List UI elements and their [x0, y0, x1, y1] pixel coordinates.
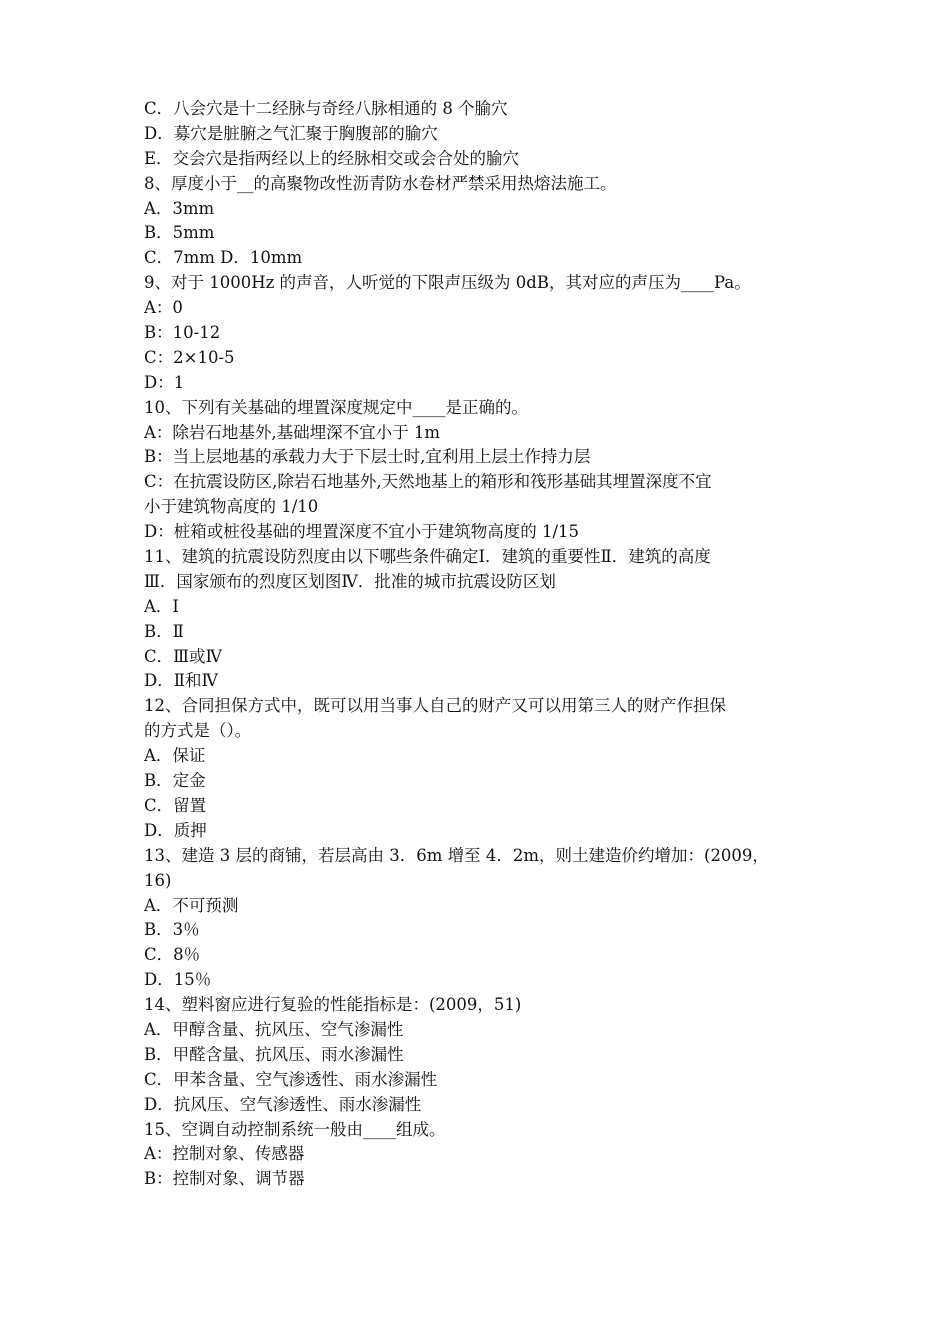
question-15: 15、空调自动控制系统一般由____组成。 — [144, 1119, 446, 1139]
option-line: C．留置 — [144, 795, 207, 815]
option-line: D．质押 — [144, 820, 207, 840]
option-line: A．保证 — [144, 746, 206, 766]
option-line: A．Ⅰ — [144, 596, 179, 616]
document-page — [144, 97, 824, 1192]
option-line: D：桩箱或桩役基础的埋置深度不宜小于建筑物高度的 1/15 — [144, 522, 580, 542]
option-line: A：控制对象、传感器 — [144, 1144, 305, 1164]
option-line: B．定金 — [144, 771, 206, 791]
question-11-continued: Ⅲ．国家颁布的烈度区划图Ⅳ．批准的城市抗震设防区划 — [144, 571, 556, 591]
option-line: B：控制对象、调节器 — [144, 1169, 305, 1189]
option-line: C．Ⅲ或Ⅳ — [144, 646, 223, 666]
option-line: C．7mm D．10mm — [144, 248, 303, 268]
option-line-continued: 小于建筑物高度的 1/10 — [144, 497, 319, 517]
option-line: B．甲醛含量、抗风压、雨水渗漏性 — [144, 1044, 404, 1064]
question-11: 11、建筑的抗震设防烈度由以下哪些条件确定Ⅰ．建筑的重要性Ⅱ．建筑的高度 — [144, 547, 711, 567]
question-8: 8、厚度小于__的高聚物改性沥青防水卷材严禁采用热熔法施工。 — [144, 173, 617, 193]
option-line: A：0 — [144, 298, 183, 318]
option-line: B：10-12 — [144, 323, 221, 343]
question-9: 9、对于 1000Hz 的声音，人听觉的下限声压级为 0dB，其对应的声压为____Pa。 — [144, 273, 751, 293]
question-13: 13、建造 3 层的商铺，若层高由 3．6m 增至 4．2m，则土建造价约增加：(2009， — [144, 845, 769, 865]
option-line: D：1 — [144, 372, 185, 392]
option-line: B．5mm — [144, 223, 215, 243]
question-12-continued: 的方式是（）。 — [144, 721, 252, 741]
question-10: 10、下列有关基础的埋置深度规定中____是正确的。 — [144, 397, 528, 417]
option-line: B．3％ — [144, 920, 200, 940]
option-line: A．不可预测 — [144, 895, 239, 915]
text-line: C．八会穴是十二经脉与奇经八脉相通的 8 个腧穴 — [144, 99, 508, 118]
option-line: A．甲醇含量、抗风压、空气渗漏性 — [144, 1019, 404, 1039]
option-line: C：2×10-5 — [144, 347, 235, 367]
question-12: 12、合同担保方式中，既可以用当事人自己的财产又可以用第三人的财产作担保 — [144, 696, 726, 716]
question-13-continued: 16) — [144, 870, 172, 890]
option-line: D．抗风压、空气渗透性、雨水渗漏性 — [144, 1094, 422, 1114]
question-14: 14、塑料窗应进行复验的性能指标是：(2009，51) — [144, 995, 522, 1015]
option-line: B．Ⅱ — [144, 621, 184, 641]
text-line: D．募穴是脏腑之气汇聚于胸腹部的腧穴 — [144, 123, 438, 143]
option-line: A：除岩石地基外,基础埋深不宜小于 1m — [144, 422, 441, 442]
option-line: D．Ⅱ和Ⅳ — [144, 671, 218, 691]
option-line: C：在抗震设防区,除岩石地基外,天然地基上的箱形和筏形基础其埋置深度不宜 — [144, 472, 712, 492]
option-line: A．3mm — [144, 198, 215, 218]
text-line: E．交会穴是指两经以上的经脉相交或会合处的腧穴 — [144, 148, 520, 168]
option-line: C．8％ — [144, 945, 201, 965]
option-line: C．甲苯含量、空气渗透性、雨水渗漏性 — [144, 1069, 438, 1089]
option-line: D．15％ — [144, 970, 212, 990]
option-line: B：当上层地基的承载力大于下层士时,宜利用上层土作持力层 — [144, 447, 591, 467]
